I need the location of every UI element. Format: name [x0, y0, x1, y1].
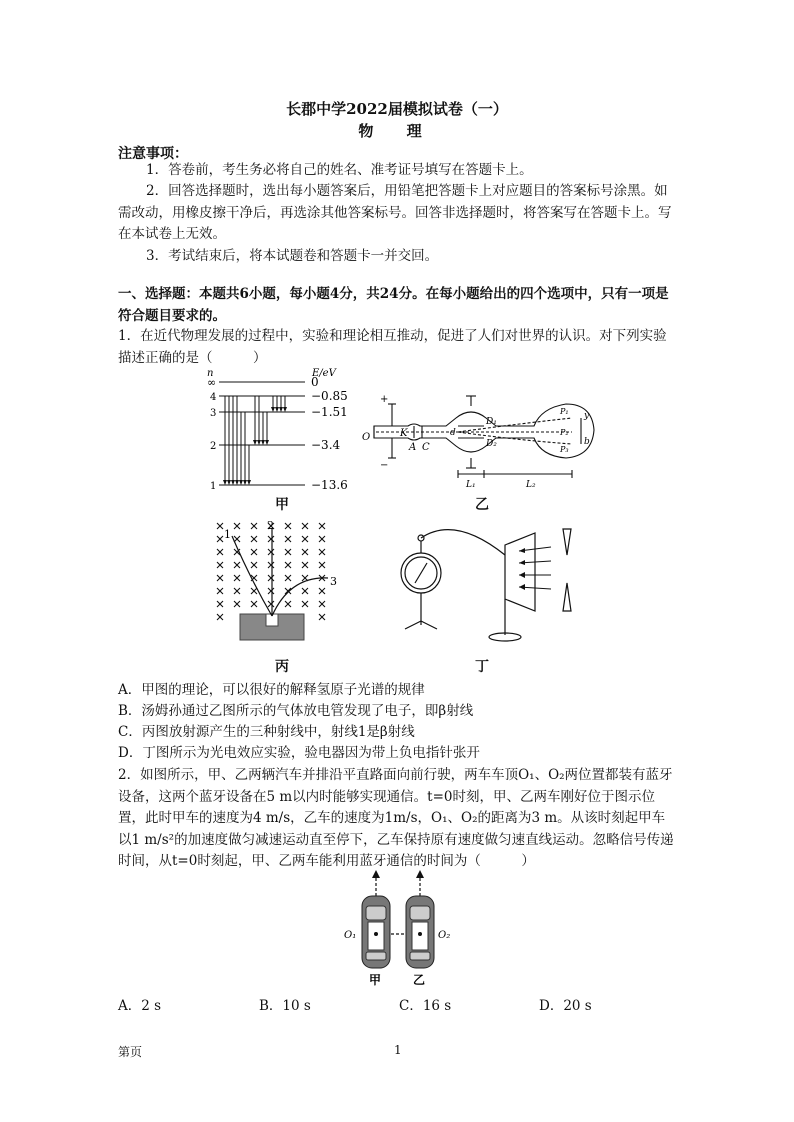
tube-P1-label: P₁ [560, 407, 569, 416]
car-left-label: 甲 [369, 973, 382, 986]
tube-plus-label: + [380, 394, 389, 405]
tube-L2-label: L₂ [526, 480, 536, 488]
photoelectric-diagram [395, 525, 595, 650]
notice-heading: 注意事项： [118, 146, 188, 162]
level-e-3: −1.51 [311, 405, 348, 419]
question-2-stem: 2．如图所示，甲、乙两辆汽车并排沿平直路面向前行驶，两车车顶O₁、O₂两位置都装有蓝牙设备，这两个蓝牙设备在5 m以内时能够实现通信。t=0时刻，甲、乙两车刚好位于图示位置，此时甲车的速度为4 m/s，乙车的速度为1m/s，O₁、O₂的距离为3 m。从该时刻起甲车以1 m/s²的加速度做匀减速运动直至停下，乙车保持原有速度做匀速直线运动。忽略信号传递时间，从t=0时刻起，甲、乙两车能利用蓝牙通信的时间为（ ） [118, 767, 674, 869]
q1-option-d: D．丁图所示为光电效应实验，验电器因为带上负电指针张开 [118, 745, 480, 761]
cars-diagram [340, 868, 460, 986]
footer-page-number: 1 [394, 1043, 402, 1057]
tube-P3-label: P₃ [560, 445, 569, 454]
level-n-4: 4 [210, 392, 217, 403]
notice-item-3: 3．考试结束后，将本试题卷和答题卡一并交回。 [146, 248, 439, 264]
question-1-stem: 1．在近代物理发展的过程中，实验和理论相互推动，促进了人们对世界的认识。对下列实验描述正确的是（ ） [118, 328, 667, 366]
page-title: 长郡中学2022届模拟试卷（一） [286, 100, 508, 118]
energy-level-diagram [205, 368, 355, 498]
figure-label-bing: 丙 [275, 659, 289, 675]
level-n-inf: ∞ [207, 376, 217, 389]
tube-L1-label: L₁ [466, 480, 476, 488]
tube-D2-label: D₂ [486, 439, 497, 449]
car-right-label: 乙 [413, 973, 426, 986]
ray-label-2: 2 [267, 519, 274, 532]
q2-option-b: B．10 s [259, 998, 311, 1014]
car-O2-label: O₂ [438, 930, 451, 941]
level-e-1: −13.6 [311, 478, 348, 492]
q1-option-b: B．汤姆孙通过乙图所示的气体放电管发现了电子，即β射线 [118, 703, 474, 719]
radiation-field-diagram [210, 518, 345, 648]
level-e-4: −0.85 [311, 389, 348, 403]
subject-title: 物 理 [358, 122, 436, 140]
section-heading: 一、选择题：本题共6小题，每小题4分，共24分。在每小题给出的四个选项中，只有一项是符合题目要求的。 [118, 286, 669, 324]
axis-e-label: E/eV [312, 368, 336, 379]
notice-item-2: 2．回答选择题时，选出每小题答案后，用铅笔把答题卡上对应题目的答案标号涂黑。如需改动，用橡皮擦干净后，再选涂其他答案标号。回答非选择题时，将答案写在答题卡上。写在本试卷上无效。 [118, 183, 672, 242]
tube-y-label: y [584, 411, 590, 421]
tube-D1-label: D₁ [486, 417, 497, 427]
level-e-inf: 0 [311, 375, 319, 389]
q2-option-d: D．20 s [539, 998, 592, 1014]
tube-b-label: b [584, 437, 590, 447]
tube-P2-label: P₂ [560, 428, 569, 437]
tube-d-label: d [450, 428, 456, 438]
q1-option-a: A．甲图的理论，可以很好的解释氢原子光谱的规律 [118, 682, 425, 698]
tube-minus-label: − [380, 460, 389, 471]
tube-C-label: C [422, 442, 430, 453]
axis-n-label: n [207, 368, 214, 379]
figure-label-yi: 乙 [475, 497, 489, 513]
q2-option-c: C．16 s [399, 998, 452, 1014]
figure-label-jia: 甲 [275, 497, 289, 513]
q1-option-c: C．丙图放射源产生的三种射线中，射线1是β射线 [118, 724, 415, 740]
tube-K-label: K [400, 428, 408, 439]
figure-label-ding: 丁 [475, 659, 489, 675]
q2-option-a: A．2 s [118, 998, 162, 1014]
car-O1-label: O₁ [344, 930, 357, 941]
ray-label-1: 1 [224, 528, 231, 541]
level-n-3: 3 [210, 408, 217, 419]
tube-O-label: O [362, 432, 371, 443]
notice-item-1: 1．答卷前，考生务必将自己的姓名、准考证号填写在答题卡上。 [146, 162, 533, 178]
ray-label-3: 3 [330, 575, 337, 588]
discharge-tube-diagram [356, 388, 596, 488]
tube-A-label: A [409, 442, 417, 453]
level-n-1: 1 [210, 481, 217, 492]
level-n-2: 2 [210, 441, 217, 452]
footer-page-label: 第页 [118, 1045, 143, 1059]
level-e-2: −3.4 [311, 438, 341, 452]
